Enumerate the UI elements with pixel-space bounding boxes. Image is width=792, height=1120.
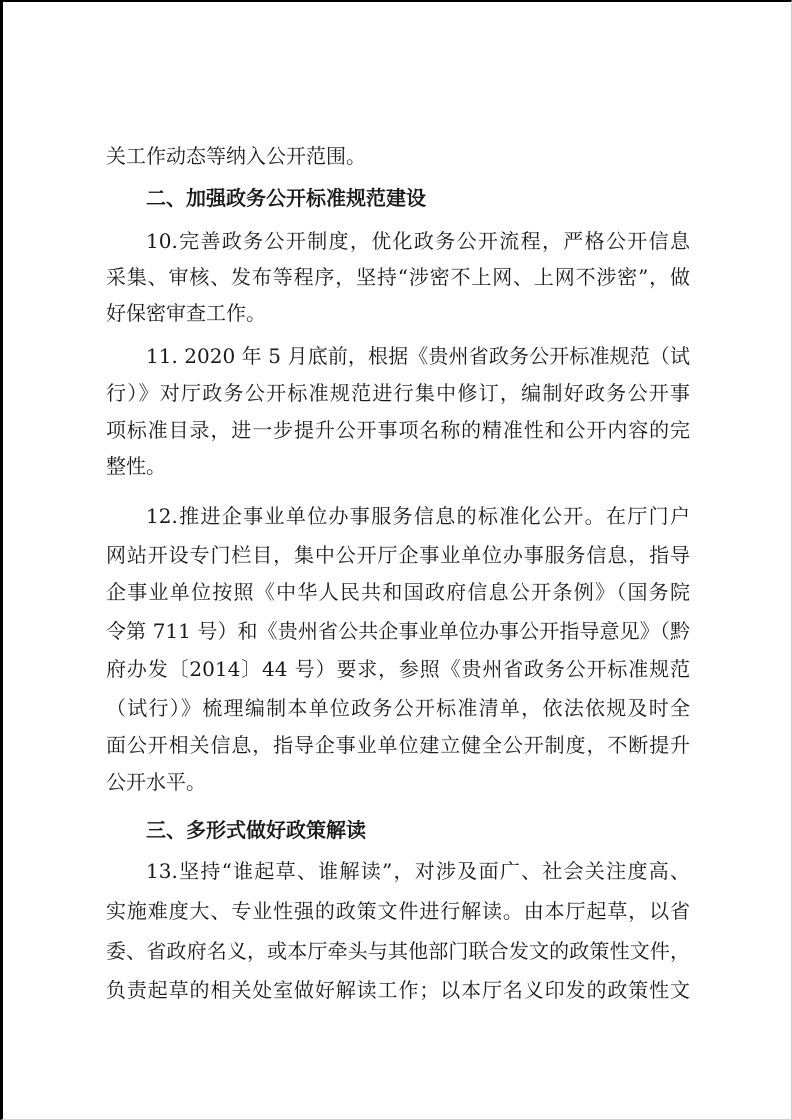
section-heading-2: 二、加强政务公开标准规范建设 (146, 186, 426, 210)
body-line-1: 关工作动态等纳入公开范围。 (106, 144, 366, 168)
section-heading-3: 三、多形式做好政策解读 (146, 818, 366, 842)
body-line-13: 令第 711 号）和《贵州省公共企事业单位办事公开指导意见》（黔 (106, 619, 690, 643)
body-line-19: 13.坚持“谁起草、谁解读”，对涉及面广、社会关注度高、 (146, 859, 690, 883)
body-line-6: 11. 2020 年 5 月底前，根据《贵州省政务公开标准规范（试 (146, 344, 690, 368)
body-line-20: 实施难度大、专业性强的政策文件进行解读。由本厅起草，以省 (106, 899, 690, 923)
body-line-17: 公开水平。 (106, 770, 206, 794)
body-line-9: 整性。 (106, 454, 166, 478)
body-line-21: 委、省政府名义，或本厅牵头与其他部门联合发文的政策性文件， (106, 939, 690, 963)
body-line-15: （试行）》梳理编制本单位政务公开标准清单，依法依规及时全 (106, 696, 690, 720)
body-line-5: 好保密审查工作。 (106, 301, 266, 325)
body-line-12: 企事业单位按照《中华人民共和国政府信息公开条例》（国务院 (106, 580, 690, 604)
body-line-7: 行）》对厅政务公开标准规范进行集中修订，编制好政务公开事 (106, 381, 690, 405)
body-line-11: 网站开设专门栏目，集中公开厅企事业单位办事服务信息，指导 (106, 543, 690, 567)
body-line-16: 面公开相关信息，指导企事业单位建立健全公开制度，不断提升 (106, 733, 690, 757)
body-line-3: 10.完善政务公开制度，优化政务公开流程，严格公开信息 (146, 229, 690, 253)
body-line-4: 采集、审核、发布等程序，坚持“涉密不上网、上网不涉密”，做 (106, 265, 690, 289)
body-line-14: 府办发〔2014〕44 号）要求，参照《贵州省政务公开标准规范 (106, 657, 690, 681)
body-line-22: 负责起草的相关处室做好解读工作；以本厅名义印发的政策性文 (106, 978, 690, 1002)
body-line-8: 项标准目录，进一步提升公开事项名称的精准性和公开内容的完 (106, 418, 690, 442)
body-line-10: 12.推进企事业单位办事服务信息的标准化公开。在厅门户 (146, 504, 690, 528)
